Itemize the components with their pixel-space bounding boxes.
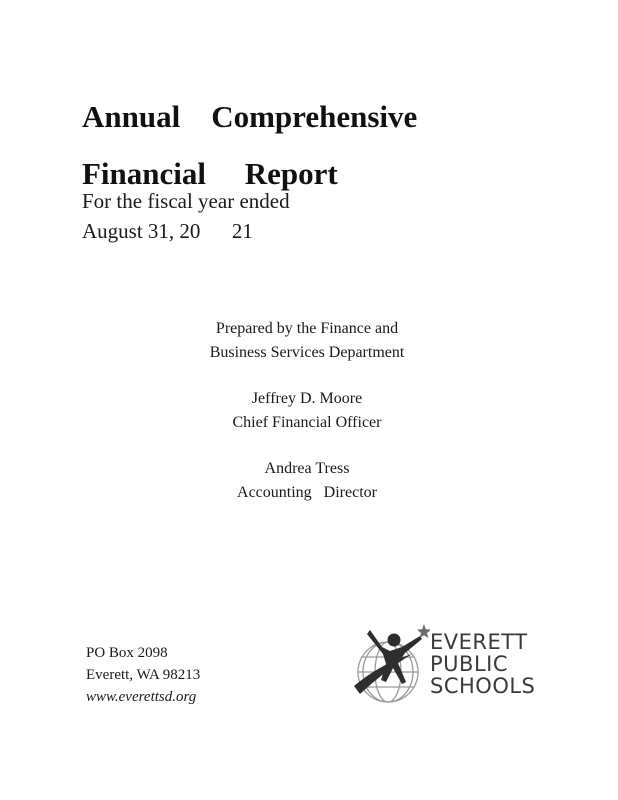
- address-po-box: PO Box 2098: [86, 645, 168, 661]
- address-city: Everett, WA 98213: [86, 667, 201, 683]
- report-title-line-1: Annual Comprehensive: [82, 99, 418, 134]
- officer-title: Accounting Director: [237, 483, 377, 501]
- logo-line-public: PUBLIC: [430, 652, 508, 676]
- logo-line-everett: EVERETT: [430, 630, 528, 654]
- website-link[interactable]: www.everettsd.org: [86, 689, 197, 705]
- officer-name: Andrea Tress: [264, 460, 350, 477]
- report-title-line-2: Financial Report: [82, 156, 338, 191]
- mailing-address: [86, 642, 200, 708]
- report-title: [82, 88, 417, 202]
- officer-name: Jeffrey D. Moore: [251, 390, 363, 407]
- prepared-by-line-1: Prepared by the Finance and: [215, 320, 399, 337]
- logo-figure-icon: [350, 620, 430, 708]
- fiscal-year-subtitle: [82, 186, 290, 246]
- prepared-by-block: [150, 317, 464, 364]
- preparers-section: [150, 317, 464, 527]
- everett-public-schools-logo: [350, 620, 555, 708]
- logo-line-schools: SCHOOLS: [430, 674, 536, 698]
- officer-title: Chief Financial Officer: [232, 413, 382, 431]
- officer-block-cfo: [150, 387, 464, 434]
- fiscal-year-line-1: For the fiscal year ended: [82, 189, 290, 213]
- prepared-by-line-2: Business Services Department: [209, 343, 405, 361]
- logo-wordmark: [430, 631, 535, 697]
- fiscal-year-line-2: August 31, 20 21: [82, 219, 253, 243]
- officer-block-accounting: [150, 457, 464, 504]
